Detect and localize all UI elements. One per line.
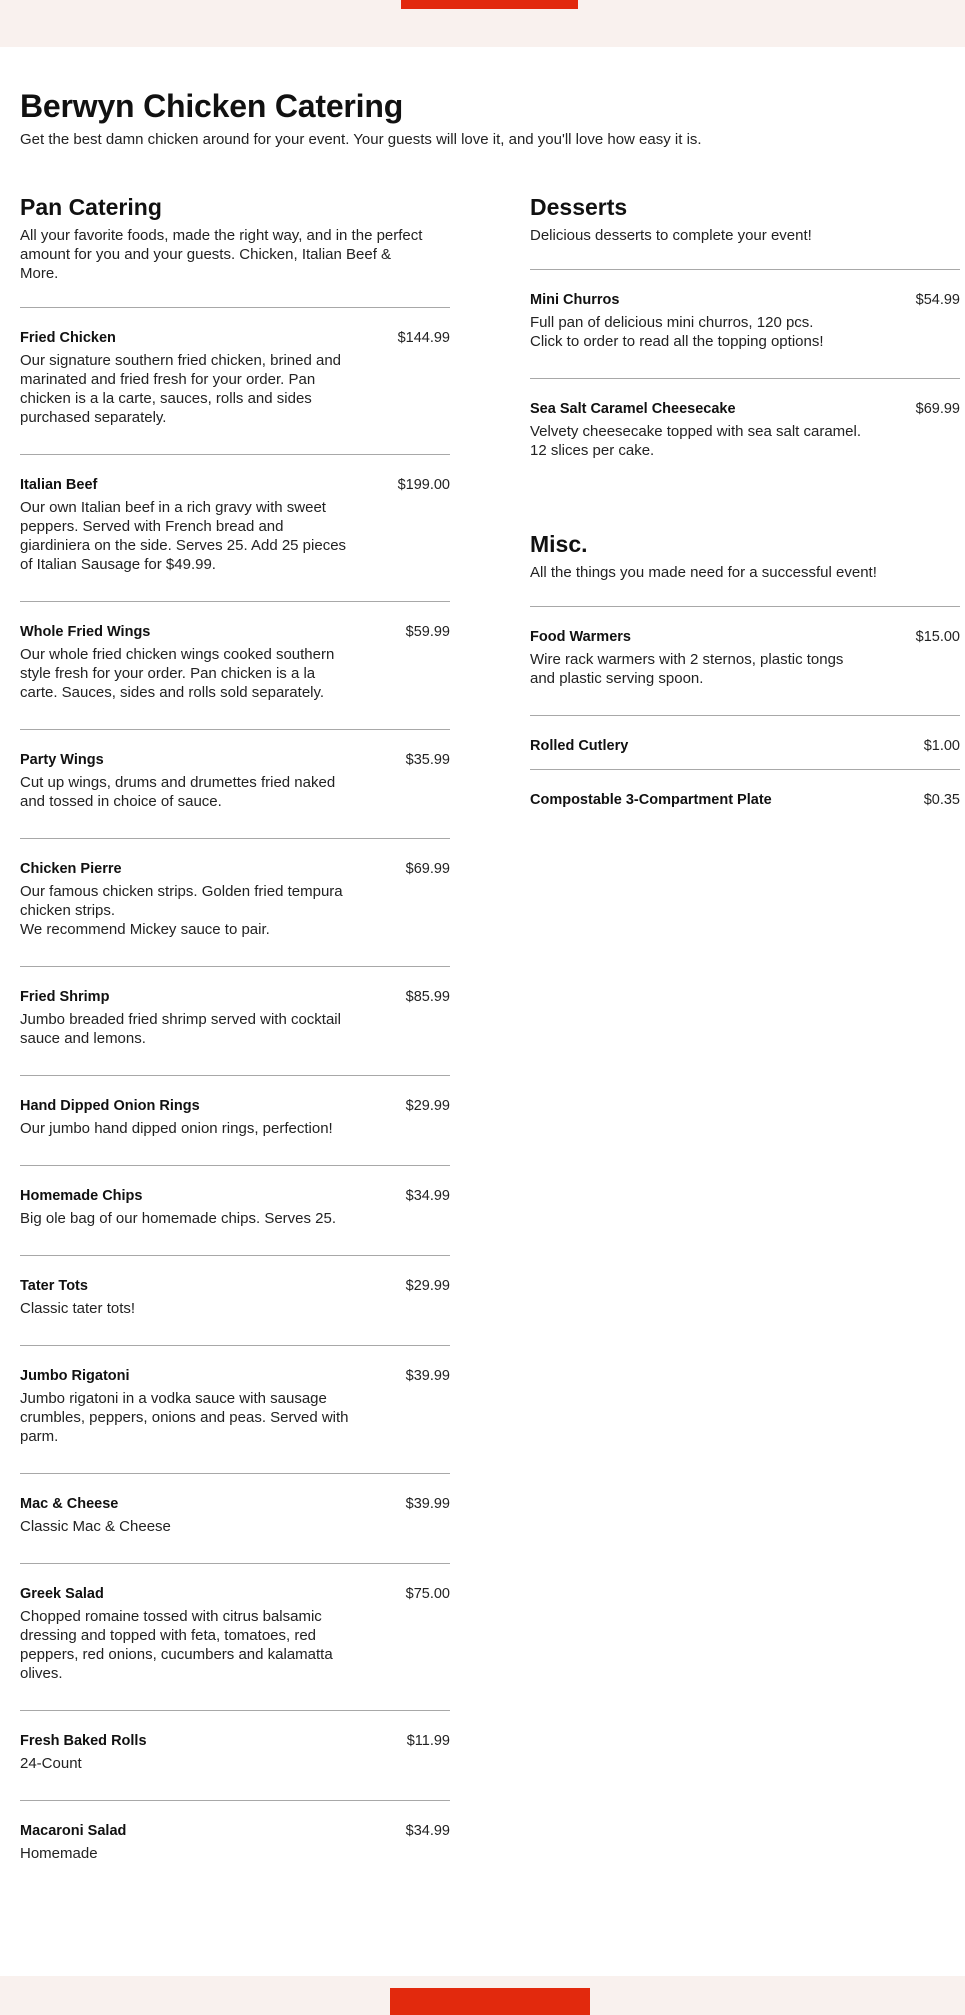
menu-item[interactable]: [20, 729, 450, 838]
menu-item-description: Classic tater tots!: [20, 1300, 136, 1317]
menu-item-price: $29.99: [405, 1098, 450, 1114]
section-description: Delicious desserts to complete your event!: [530, 227, 812, 244]
menu-item[interactable]: [20, 1075, 450, 1165]
menu-item-description: 24-Count: [20, 1755, 82, 1772]
right-column: [530, 192, 960, 823]
menu-item-price: $75.00: [405, 1586, 450, 1602]
misc-section: [530, 529, 960, 823]
menu-item-price: $199.00: [397, 477, 450, 493]
section-title: Desserts: [530, 194, 628, 220]
menu-item[interactable]: [20, 1345, 450, 1473]
menu-item-name: Italian Beef: [20, 477, 98, 493]
menu-item-name: Compostable 3-Compartment Plate: [530, 792, 772, 808]
page-title: Berwyn Chicken Catering: [20, 88, 404, 124]
menu-item[interactable]: [530, 715, 960, 769]
menu-item-price: $35.99: [405, 752, 450, 768]
menu-item-description: Our jumbo hand dipped onion rings, perfection!: [20, 1120, 333, 1137]
menu-item[interactable]: [20, 454, 450, 601]
menu-item-description: Chopped romaine tossed with citrus balsamic dressing and topped with feta, tomatoes, red peppers, red onions, cucumbers and kalamatta olives.: [20, 1608, 333, 1682]
order-button-top[interactable]: [401, 0, 578, 9]
menu-item-name: Party Wings: [20, 752, 104, 768]
menu-item[interactable]: [20, 966, 450, 1075]
menu-item-name: Hand Dipped Onion Rings: [20, 1098, 200, 1114]
menu-item-description: Velvety cheesecake topped with sea salt caramel. 12 slices per cake.: [530, 423, 862, 459]
menu-item-name: Fried Shrimp: [20, 989, 110, 1005]
menu-item-price: $11.99: [406, 1733, 450, 1749]
menu-item[interactable]: [20, 1710, 450, 1800]
desserts-section: [530, 192, 960, 487]
menu-item-price: $15.00: [915, 629, 960, 645]
menu-item[interactable]: [20, 307, 450, 454]
menu-item-name: Sea Salt Caramel Cheesecake: [530, 401, 736, 417]
menu-item[interactable]: [20, 1165, 450, 1255]
menu-item[interactable]: [20, 601, 450, 729]
menu-item-name: Greek Salad: [20, 1586, 104, 1602]
menu-item-name: Rolled Cutlery: [530, 738, 629, 754]
menu-item-description: Our famous chicken strips. Golden fried tempura chicken strips. We recommend Mickey sauce to pair.: [20, 883, 343, 938]
menu-item-description: Big ole bag of our homemade chips. Serves 25.: [20, 1210, 337, 1227]
menu-item-description: Jumbo breaded fried shrimp served with cocktail sauce and lemons.: [20, 1011, 341, 1047]
menu-item-description: Our signature southern fried chicken, brined and marinated and fried fresh for your order. Pan chicken is a la carte, sauces, rolls and sides purchased separately.: [20, 352, 342, 426]
menu-item[interactable]: [530, 378, 960, 487]
menu-item[interactable]: [20, 1563, 450, 1710]
menu-item-description: Full pan of delicious mini churros, 120 pcs. Click to order to read all the topping options!: [530, 314, 824, 350]
menu-item[interactable]: [530, 769, 960, 823]
menu-item[interactable]: [530, 269, 960, 378]
menu-item-description: Wire rack warmers with 2 sternos, plastic tongs and plastic serving spoon.: [530, 651, 844, 687]
menu-item-price: $144.99: [397, 330, 450, 346]
menu-item-price: $29.99: [405, 1278, 450, 1294]
menu-item-name: Macaroni Salad: [20, 1823, 127, 1839]
menu-item-price: $69.99: [405, 861, 450, 877]
menu-item-price: $59.99: [405, 624, 450, 640]
menu-item-price: $34.99: [405, 1823, 450, 1839]
menu-item-name: Fried Chicken: [20, 330, 116, 346]
order-button-bottom[interactable]: [390, 1988, 590, 2015]
page-subtitle: Get the best damn chicken around for your event. Your guests will love it, and you'll love how easy it is.: [20, 131, 702, 148]
left-column: [20, 192, 450, 1890]
menu-list: [530, 269, 960, 487]
menu-item-price: $39.99: [405, 1368, 450, 1384]
menu-item-description: Our own Italian beef in a rich gravy with sweet peppers. Served with French bread and giardiniera on the side. Serves 25. Add 25 pieces of Italian Sausage for $49.99.: [20, 499, 347, 573]
menu-item-name: Tater Tots: [20, 1278, 88, 1294]
menu-item-price: $39.99: [405, 1496, 450, 1512]
menu-item-price: $54.99: [915, 292, 960, 308]
menu-item-name: Chicken Pierre: [20, 861, 122, 877]
menu-item-name: Mac & Cheese: [20, 1496, 119, 1512]
menu-item-name: Whole Fried Wings: [20, 624, 151, 640]
menu-item-name: Homemade Chips: [20, 1188, 143, 1204]
menu-item-description: Classic Mac & Cheese: [20, 1518, 171, 1535]
menu-item-description: Cut up wings, drums and drumettes fried naked and tossed in choice of sauce.: [20, 774, 336, 810]
menu-item-price: $34.99: [405, 1188, 450, 1204]
menu-item[interactable]: [20, 838, 450, 966]
menu-item-price: $1.00: [923, 738, 960, 754]
menu-item-description: Jumbo rigatoni in a vodka sauce with sausage crumbles, peppers, onions and peas. Served with parm.: [20, 1390, 349, 1445]
menu-item-description: Homemade: [20, 1845, 98, 1862]
section-title: Misc.: [530, 531, 588, 557]
section-description: All your favorite foods, made the right way, and in the perfect amount for you and your guests. Chicken, Italian Beef & More.: [20, 227, 423, 282]
pan-catering-section: [20, 192, 450, 1890]
menu-item-price: $0.35: [923, 792, 960, 808]
menu-item[interactable]: [20, 1473, 450, 1563]
menu-item[interactable]: [530, 606, 960, 715]
menu-item-name: Jumbo Rigatoni: [20, 1368, 130, 1384]
menu-item-description: Our whole fried chicken wings cooked southern style fresh for your order. Pan chicken is a la carte. Sauces, sides and rolls sold separately.: [20, 646, 335, 701]
section-description: All the things you made need for a successful event!: [530, 564, 877, 581]
menu-item[interactable]: [20, 1800, 450, 1890]
menu-list: [20, 307, 450, 1890]
menu-item-name: Food Warmers: [530, 629, 631, 645]
menu-item-name: Fresh Baked Rolls: [20, 1733, 147, 1749]
menu-list: [530, 606, 960, 823]
menu-item-name: Mini Churros: [530, 292, 620, 308]
menu-item[interactable]: [20, 1255, 450, 1345]
section-title: Pan Catering: [20, 194, 162, 220]
menu-item-price: $69.99: [915, 401, 960, 417]
menu-item-price: $85.99: [405, 989, 450, 1005]
